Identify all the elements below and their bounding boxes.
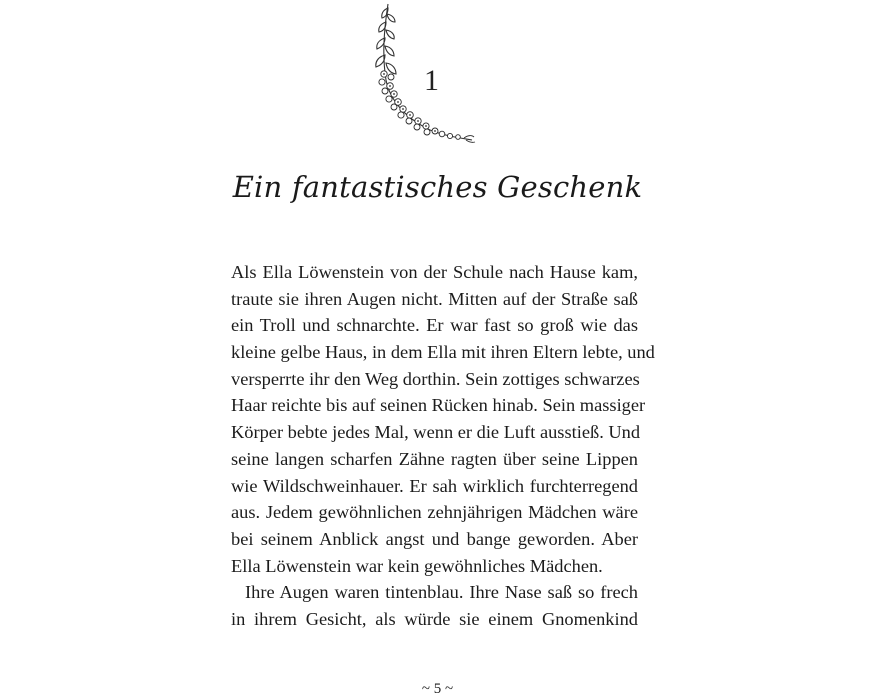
text-line: bei seinem Anblick angst und bange geworden. Aber [231, 528, 638, 549]
text-line: Als Ella Löwenstein von der Schule nach Hause kam, [231, 262, 638, 282]
text-line: Körper bebte jedes Mal, wenn er die Luft ausstieß. Und [231, 422, 641, 443]
chapter-number: 1 [424, 64, 439, 97]
text-line: traute sie ihren Augen nicht. Mitten auf der Straße saß [231, 288, 638, 309]
floral-branch-ornament [360, 0, 480, 150]
text-line: seine langen scharfen Zähne ragten über seine Lippen [231, 448, 638, 469]
text-line: ein Troll und schnarchte. Er war fast so groß wie das [231, 315, 638, 336]
text-line: Ella Löwenstein war kein gewöhnliches Mädchen. [231, 555, 603, 576]
paragraph-1 [231, 259, 655, 579]
text-line: in ihrem Gesicht, als würde sie einem Gnomenkind [231, 608, 638, 629]
text-line: kleine gelbe Haus, in dem Ella mit ihren Eltern lebte, und [231, 342, 655, 363]
text-line: aus. Jedem gewöhnlichen zehnjährigen Mädchen wäre [231, 502, 638, 523]
chapter-title: Ein fantastisches Geschenk [232, 170, 643, 204]
text-line: Ihre Augen waren tintenblau. Ihre Nase saß so frech [245, 582, 638, 603]
text-line: wie Wildschweinhauer. Er sah wirklich furchterregend [231, 475, 638, 496]
text-line: versperrte ihr den Weg dorthin. Sein zottiges schwarzes [231, 368, 640, 389]
text-line: Haar reichte bis auf seinen Rücken hinab. Sein massiger [231, 395, 646, 416]
chapter-body-text [231, 259, 655, 633]
paragraph-2 [231, 579, 638, 632]
page-number: ~ 5 ~ [421, 681, 454, 697]
